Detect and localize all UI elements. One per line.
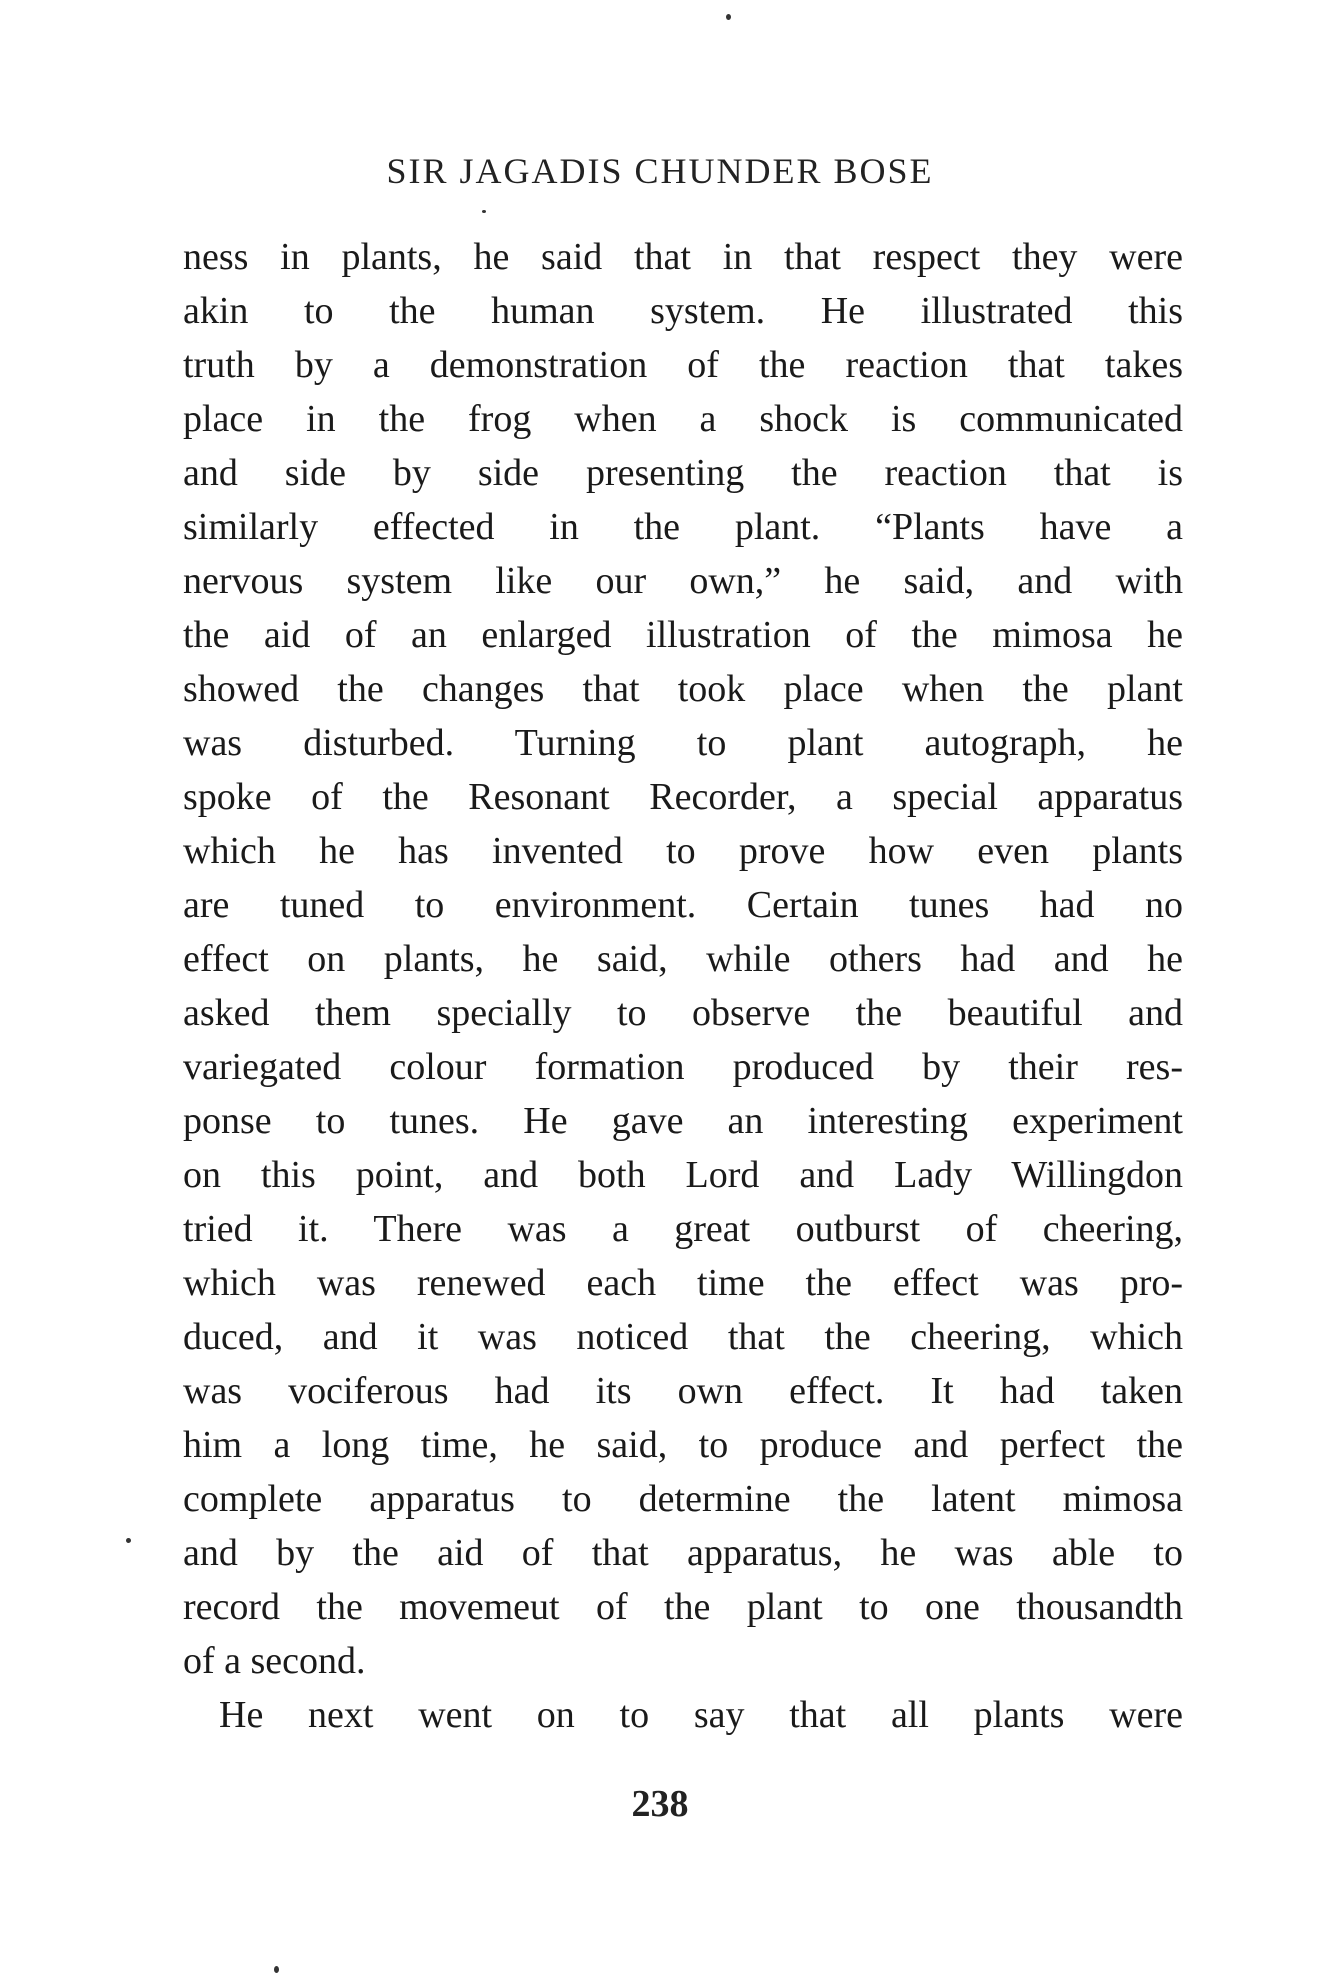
- text-line: ponse to tunes. He gave an interesting experiment: [183, 1100, 1183, 1142]
- text-line: are tuned to environment. Certain tunes had no: [183, 884, 1183, 926]
- text-line: similarly effected in the plant. “Plants have a: [183, 506, 1183, 548]
- text-line: showed the changes that took place when the plant: [183, 668, 1183, 710]
- text-line: of a second.: [183, 1640, 366, 1682]
- scan-speck: [726, 14, 731, 20]
- text-line: asked them specially to observe the beautiful and: [183, 992, 1183, 1034]
- page-number: 238: [631, 1783, 689, 1825]
- text-line: duced, and it was noticed that the cheering, which: [183, 1316, 1183, 1358]
- scan-speck: [126, 1538, 131, 1543]
- text-line: ness in plants, he said that in that respect they were: [183, 236, 1183, 278]
- text-line: which he has invented to prove how even plants: [183, 830, 1183, 872]
- scan-speck: [482, 210, 486, 213]
- text-line: on this point, and both Lord and Lady Willingdon: [183, 1154, 1183, 1196]
- text-line: akin to the human system. He illustrated this: [183, 290, 1183, 332]
- text-line: and by the aid of that apparatus, he was able to: [183, 1532, 1183, 1574]
- running-head: SIR JAGADIS CHUNDER BOSE: [386, 151, 934, 191]
- text-line: variegated colour formation produced by their res-: [183, 1046, 1183, 1088]
- text-line: effect on plants, he said, while others had and he: [183, 938, 1183, 980]
- text-line: place in the frog when a shock is communicated: [183, 398, 1183, 440]
- text-line: complete apparatus to determine the latent mimosa: [183, 1478, 1183, 1520]
- text-line: spoke of the Resonant Recorder, a special apparatus: [183, 776, 1183, 818]
- body-text: [183, 230, 1183, 1742]
- text-line: the aid of an enlarged illustration of the mimosa he: [183, 614, 1183, 656]
- scan-speck: [274, 1966, 279, 1973]
- text-line: him a long time, he said, to produce and perfect the: [183, 1424, 1183, 1466]
- text-line: tried it. There was a great outburst of cheering,: [183, 1208, 1183, 1250]
- text-line: which was renewed each time the effect was pro-: [183, 1262, 1183, 1304]
- text-line: truth by a demonstration of the reaction that takes: [183, 344, 1183, 386]
- text-line: was vociferous had its own effect. It had taken: [183, 1370, 1183, 1412]
- text-line: record the movemeut of the plant to one thousandth: [183, 1586, 1183, 1628]
- text-line: nervous system like our own,” he said, and with: [183, 560, 1183, 602]
- text-line: He next went on to say that all plants were: [219, 1694, 1183, 1736]
- text-line: and side by side presenting the reaction that is: [183, 452, 1183, 494]
- text-line: was disturbed. Turning to plant autograph, he: [183, 722, 1183, 764]
